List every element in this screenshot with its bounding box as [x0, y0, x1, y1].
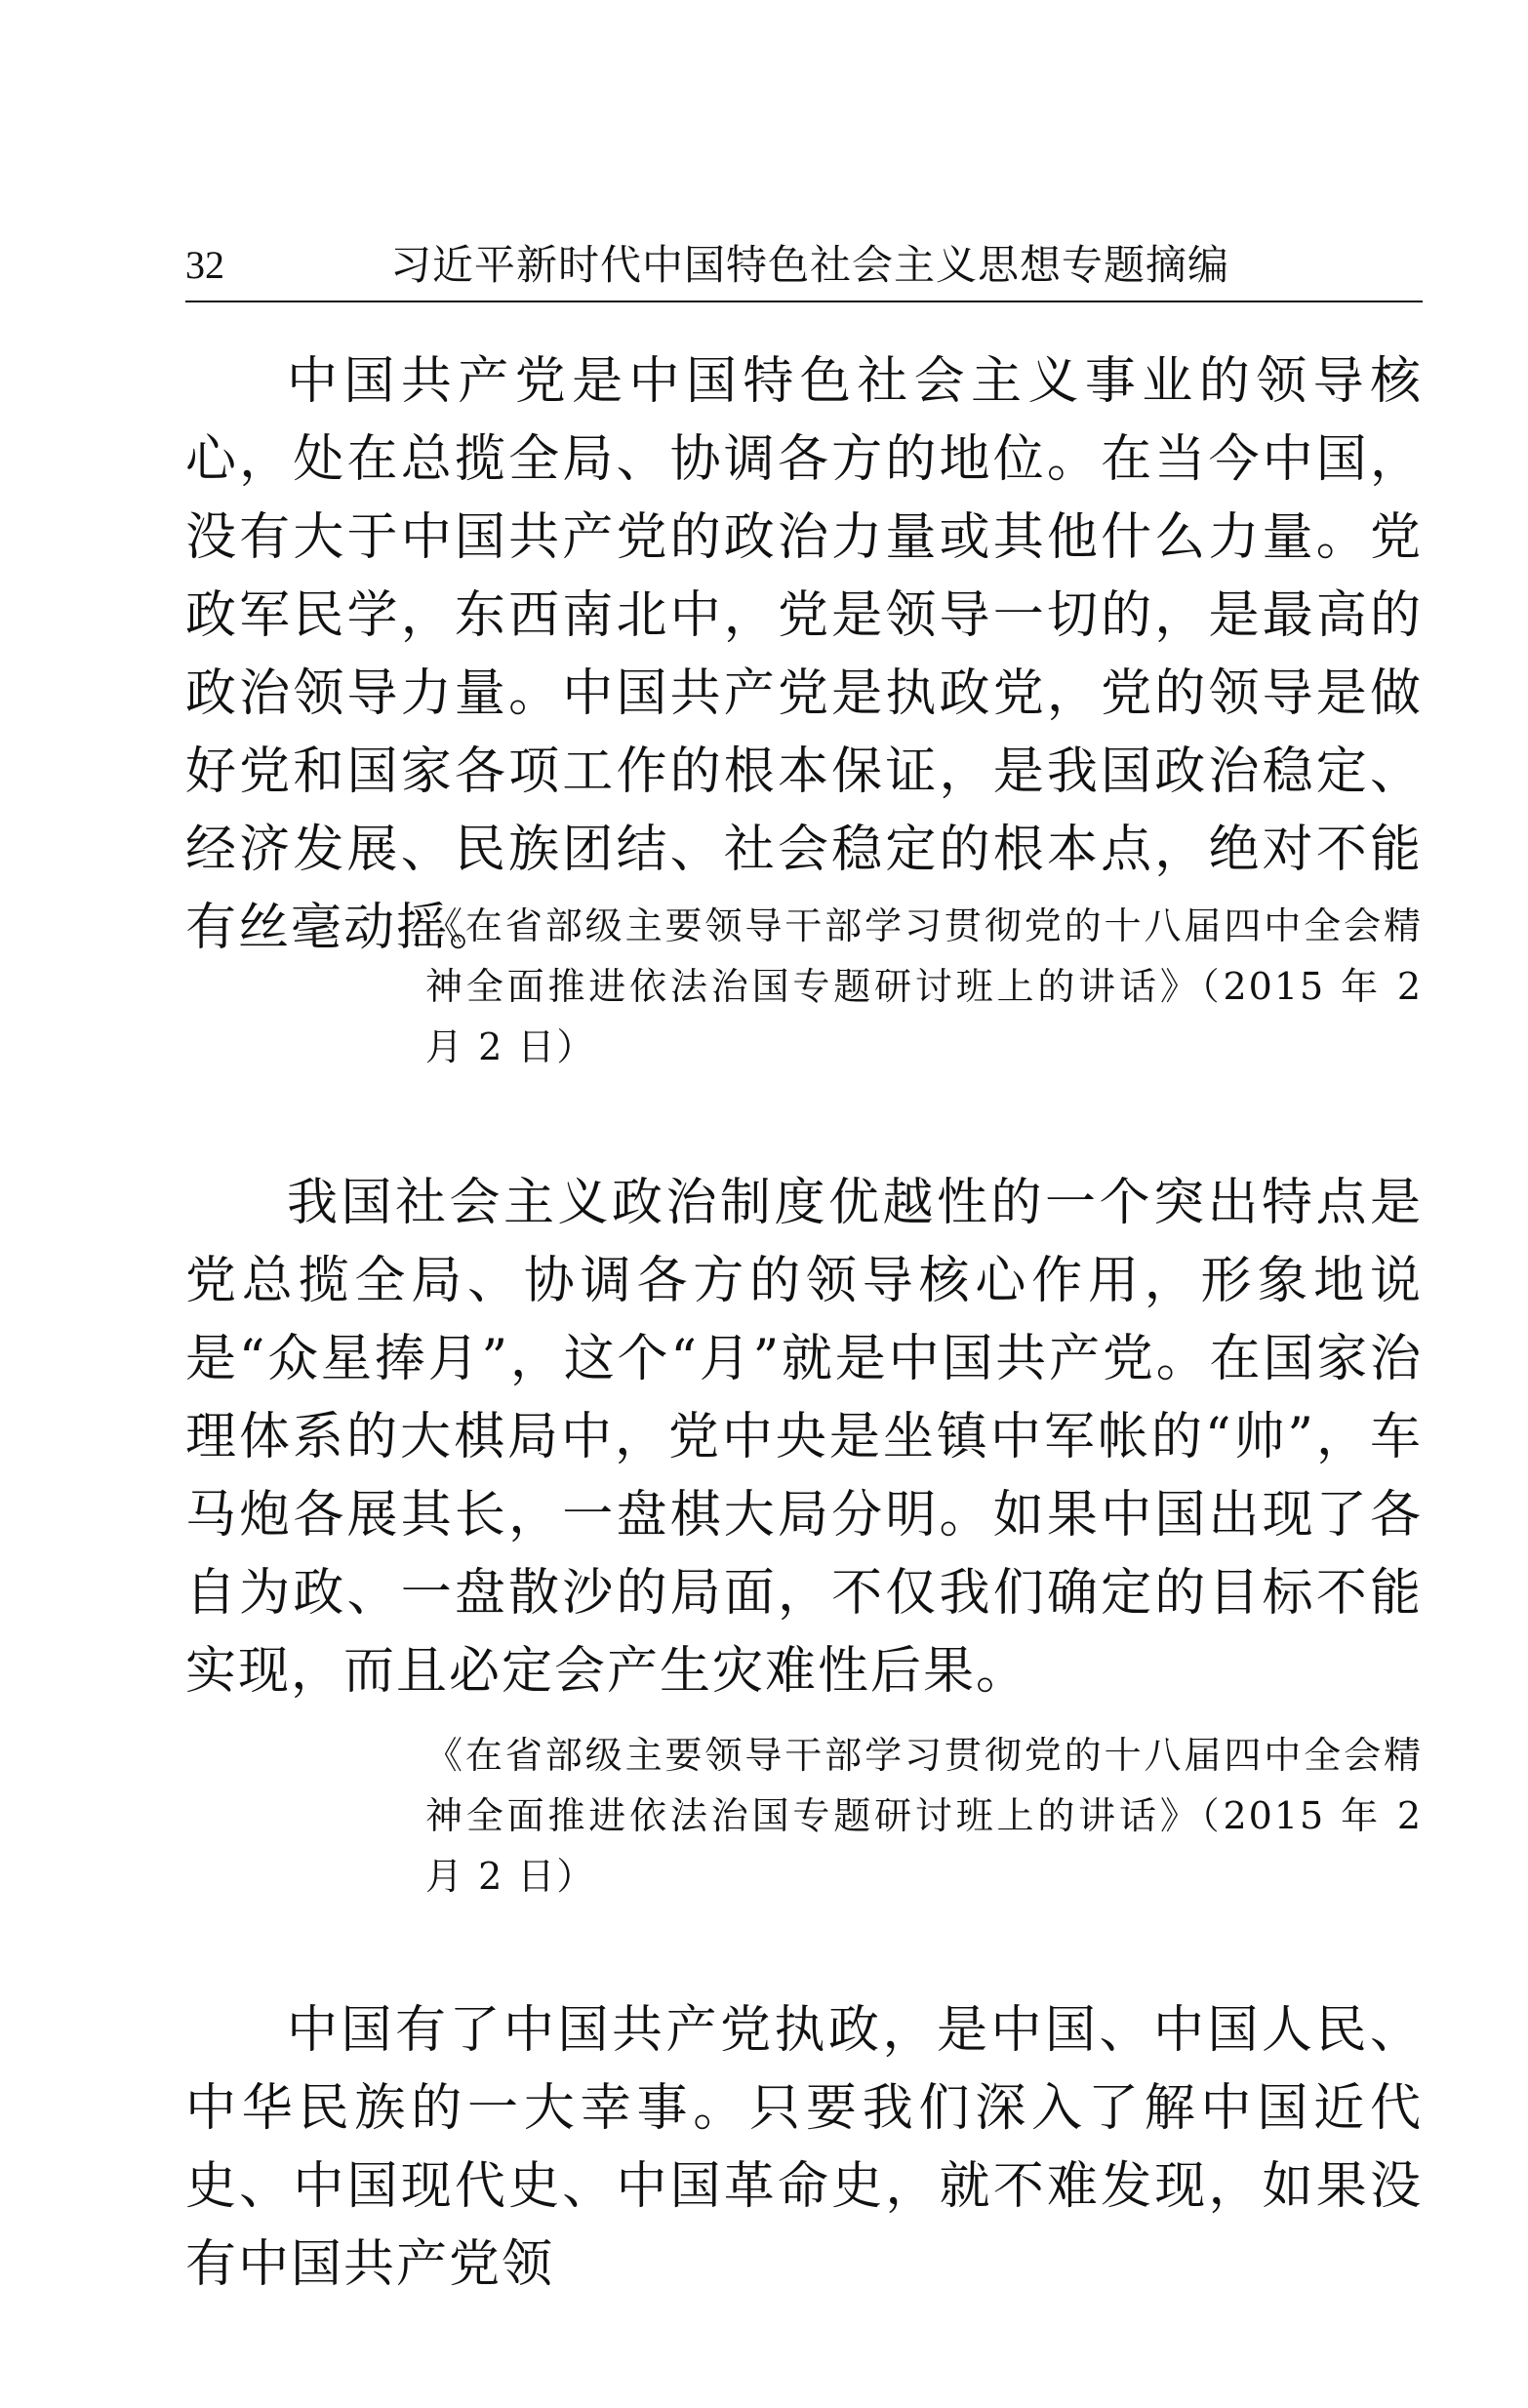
source-citation: 《在省部级主要领导干部学习贯彻党的十八届四中全会精神全面推进依法治国专题研讨班上的讲话》（2015 年 2 月 2 日） — [425, 904, 1423, 1068]
body-paragraph: 我国社会主义政治制度优越性的一个突出特点是党总揽全局、协调各方的领导核心作用，形象地说是“众星捧月”，这个“月”就是中国共产党。在国家治理体系的大棋局中，党中央是坐镇中军帐的“帅”，车马炮各展其长，一盘棋大局分明。如果中国出现了各自为政、一盘散沙的局面，不仅我们确定的目标不能实现，而且必定会产生灾难性后果。 — [185, 1174, 1423, 1701]
page-number: 32 — [185, 243, 224, 287]
source-citation: 《在省部级主要领导干部学习贯彻党的十八届四中全会精神全面推进依法治国专题研讨班上的讲话》（2015 年 2 月 2 日） — [425, 1734, 1423, 1898]
running-title: 习近平新时代中国特色社会主义思想专题摘编 — [390, 241, 1230, 289]
header-rule — [185, 301, 1423, 302]
body-paragraph: 中国有了中国共产党执政，是中国、中国人民、中华民族的一大幸事。只要我们深入了解中国近代史、中国现代史、中国革命史，就不难发现，如果没有中国共产党领 — [185, 2001, 1423, 2294]
body-paragraph: 中国共产党是中国特色社会主义事业的领导核心，处在总揽全局、协调各方的地位。在当今中国，没有大于中国共产党的政治力量或其他什么力量。党政军民学，东西南北中，党是领导一切的，是最高的政治领导力量。中国共产党是执政党，党的领导是做好党和国家各项工作的根本保证，是我国政治稳定、经济发展、民族团结、社会稳定的根本点，绝对不能有丝毫动摇。 — [185, 352, 1423, 957]
page-header — [185, 236, 1423, 295]
